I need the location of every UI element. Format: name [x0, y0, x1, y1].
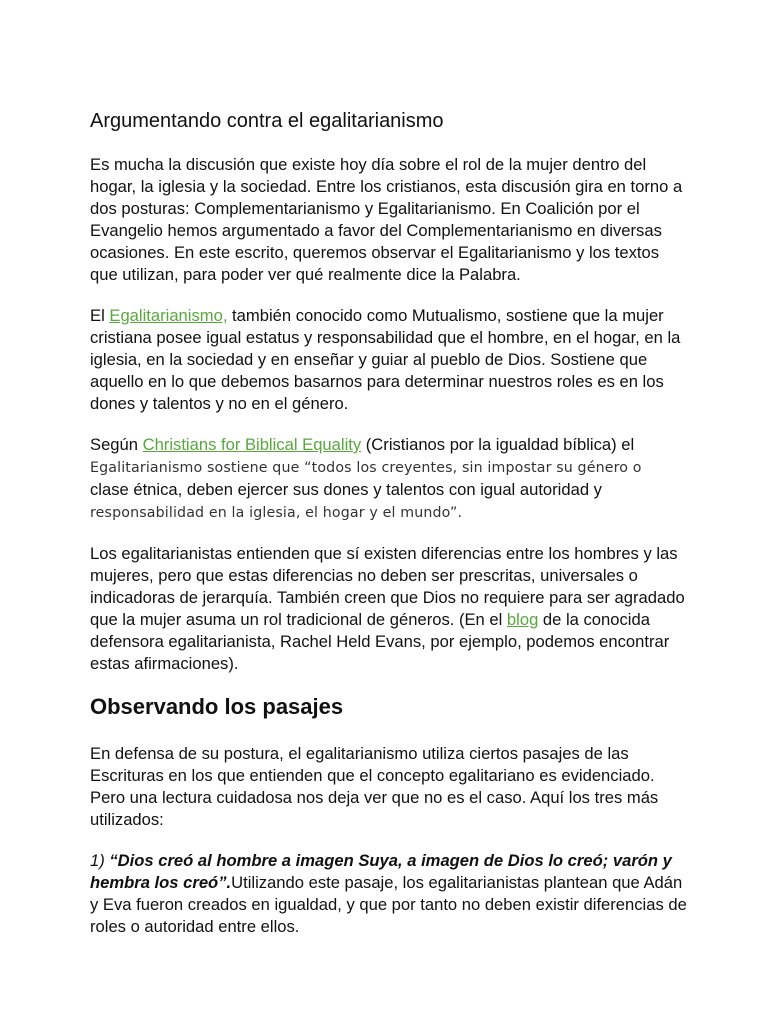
paragraph-differences	[90, 543, 690, 675]
blog-link[interactable]: blog	[506, 610, 539, 629]
quote-line-2: responsabilidad en la iglesia, el hogar y el mundo”.	[90, 505, 463, 521]
paragraph-passages: En defensa de su postura, el egalitarianismo utiliza ciertos pasajes de las Escrituras en los que entienden que el concepto egalitariano es evidenciado. Pero una lectura cuidadosa nos deja ver que no es el caso. Aquí los tres más utilizados:	[90, 744, 659, 829]
text-fragment: de la conocida defensora egalitarianista, Rachel Held Evans, por ejemplo, podemos encontrar estas afirmaciones).	[90, 610, 670, 673]
text-fragment: Según	[90, 435, 143, 454]
plain-line: clase étnica, deben ejercer sus dones y talentos con igual autoridad y	[90, 480, 602, 499]
scripture-quote: “Dios creó al hombre a imagen Suya, a imagen de Dios lo creó; varón y hembra los creó”.	[90, 851, 672, 892]
section-heading: Observando los pasajes	[90, 694, 344, 719]
paragraph-intro: Es mucha la discusión que existe hoy día sobre el rol de la mujer dentro del hogar, la iglesia y la sociedad. Entre los cristianos, esta discusión gira en torno a dos posturas: Complementarianismo y Egalitarianismo. En Coalición por el Evangelio hemos argumentado a favor del Complementarianismo en diversas ocasiones. En este escrito, queremos observar el Egalitarianismo y los textos que utilizan, para poder ver qué realmente dice la Palabra.	[90, 155, 683, 284]
paragraph-definition	[90, 305, 690, 415]
item-number: 1)	[90, 851, 110, 870]
text-fragment: también conocido como Mutualismo, sostiene que la mujer cristiana posee igual estatus y responsabilidad que el hombre, en el hogar, en la iglesia, en la sociedad y en enseñar y guiar al pueblo de Dios. Sostiene que aquello en lo que debemos basarnos para determinar nuestros roles es en los dones y talentos y no en el género.	[90, 306, 681, 413]
text-fragment: (Cristianos por la igualdad bíblica) el	[361, 435, 635, 454]
egalitarianismo-link[interactable]: Egalitarianismo,	[109, 306, 228, 325]
text-fragment: Utilizando este pasaje, los egalitarianistas plantean que Adán y Eva fueron creados en igualdad, y que por tanto no deben existir diferencias de roles o autoridad entre ellos.	[90, 873, 687, 936]
cbe-link[interactable]: Christians for Biblical Equality	[142, 435, 362, 454]
document-title: Argumentando contra el egalitarianismo	[90, 110, 444, 132]
quote-line-1: Egalitarianismo sostiene que “todos los creyentes, sin impostar su género o	[90, 460, 642, 476]
text-fragment: El	[90, 306, 110, 325]
document-page	[90, 108, 690, 938]
paragraph-cbe	[90, 434, 690, 524]
text-fragment: Los egalitarianistas entienden que sí existen diferencias entre los hombres y las mujeres, pero que estas diferencias no deben ser prescritas, universales o indicadoras de jerarquía. También creen que Dios no requiere para ser agradado que la mujer asuma un rol tradicional de géneros. (En el	[90, 544, 685, 629]
paragraph-passage-1	[90, 850, 690, 938]
